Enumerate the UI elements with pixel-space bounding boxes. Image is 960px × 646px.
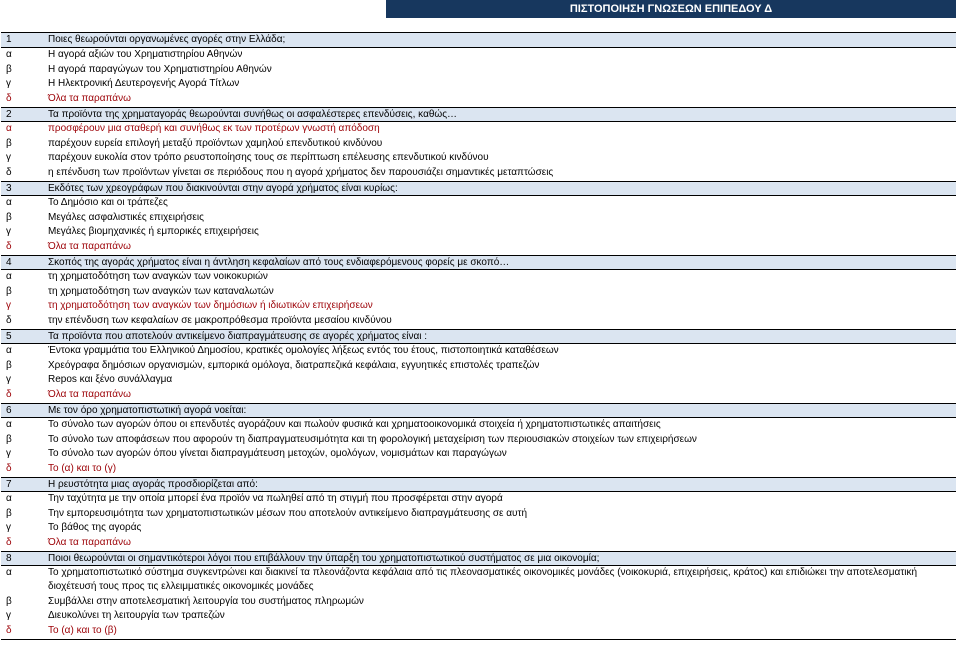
answer-text: Η Ηλεκτρονική Δευτερογενής Αγορά Τίτλων [48, 78, 240, 90]
question-number: 6 [6, 404, 12, 416]
answer-row[interactable] [1, 122, 956, 137]
answer-row[interactable] [1, 299, 956, 314]
answer-text: Το σύνολο των αγορών όπου οι επενδυτές αγοράζουν και πωλούν φυσικά και χρηματοοικονομικά στοιχεία ή χρηματοπιστωτικές απαιτήσεις [48, 418, 661, 430]
answer-text: Όλα τα παραπάνω [48, 389, 131, 401]
page-title: ΠΙΣΤΟΠΟΙΗΣΗ ΓΝΩΣΕΩΝ ΕΠΙΠΕΔΟΥ Δ [386, 0, 956, 18]
question-row[interactable] [1, 181, 956, 196]
question-text: Με τον όρο χρηματοπιστωτική αγορά νοείται: [48, 404, 247, 416]
answer-letter: δ [6, 463, 12, 475]
answer-letter: α [6, 48, 12, 60]
answer-letter: β [6, 285, 12, 297]
question-text: Τα προϊόντα που αποτελούν αντικείμενο διαπραγμάτευσης σε αγορές χρήματος είναι : [48, 330, 428, 342]
answer-text: Όλα τα παραπάνω [48, 241, 131, 253]
answer-letter: α [6, 566, 12, 578]
answer-text: προσφέρουν μια σταθερή και συνήθως εκ των προτέρων γνωστή απόδοση [48, 122, 380, 134]
answer-row[interactable] [1, 521, 956, 536]
answer-letter: α [6, 196, 12, 208]
answer-letter: β [6, 359, 12, 371]
answer-letter: β [6, 433, 12, 445]
answer-letter: γ [6, 226, 11, 238]
answer-letter: β [6, 137, 12, 149]
answer-letter: δ [6, 537, 12, 549]
answer-row[interactable] [1, 344, 956, 359]
question-number: 1 [6, 34, 12, 45]
answer-text: Διευκολύνει τη λειτουργία των τραπεζών [48, 610, 225, 622]
answer-letter: γ [6, 300, 11, 312]
answer-letter: β [6, 211, 12, 223]
question-text: Η ρευστότητα μιας αγοράς προσδιορίζεται από: [48, 478, 258, 490]
question-number: 7 [6, 478, 12, 490]
answer-text: Όλα τα παραπάνω [48, 93, 131, 105]
answer-text: η επένδυση των προϊόντων γίνεται σε περιόδους που η αγορά χρήματος δεν παρουσιάζει σημαντικές μεταπτώσεις [48, 167, 554, 179]
answer-letter: α [6, 344, 12, 356]
answer-row[interactable] [1, 77, 956, 92]
answer-letter: γ [6, 78, 11, 90]
answer-letter: δ [6, 93, 12, 105]
answer-row[interactable] [1, 492, 956, 507]
answer-row[interactable] [1, 609, 956, 624]
answer-text: Το βάθος της αγοράς [48, 522, 142, 534]
answer-row[interactable] [1, 166, 956, 181]
question-row[interactable] [1, 477, 956, 492]
answer-text: Χρεόγραφα δημόσιων οργανισμών, εμπορικά ομόλογα, διατραπεζικά κεφάλαια, εγγυητικές επιστολές τραπεζών [48, 359, 540, 371]
answer-row[interactable] [1, 624, 956, 639]
answer-letter: β [6, 63, 12, 75]
answer-text: Repos και ξένο συνάλλαγμα [48, 374, 173, 386]
answer-row[interactable] [1, 285, 956, 300]
answer-letter: γ [6, 152, 11, 164]
answer-row[interactable] [1, 240, 956, 255]
answer-row[interactable] [1, 92, 956, 107]
answer-text: Το (α) και το (γ) [48, 463, 117, 475]
answer-text: τη χρηματοδότηση των αναγκών των δημόσιων ή ιδιωτικών επιχειρήσεων [48, 300, 373, 312]
answer-letter: δ [6, 241, 12, 253]
answer-row[interactable] [1, 462, 956, 477]
answer-text: Η αγορά αξιών του Χρηματιστηρίου Αθηνών [48, 48, 243, 60]
answer-text: Το σύνολο των αγορών όπου γίνεται διαπραγμάτευση μετοχών, ομολόγων, νομισμάτων και παραγώγων [48, 448, 507, 460]
answer-row[interactable] [1, 137, 956, 152]
answer-row[interactable] [1, 388, 956, 403]
answer-text: Την εμπορευσιμότητα των χρηματοπιστωτικών μέσων που αποτελούν αντικείμενο διαπραγμάτευσης σε αυτή [48, 507, 528, 519]
answer-letter: α [6, 492, 12, 504]
question-number: 5 [6, 330, 12, 342]
question-text: Εκδότες των χρεογράφων που διακινούνται στην αγορά χρήματος είναι κυρίως: [48, 182, 398, 194]
answer-row[interactable] [1, 447, 956, 462]
answer-row[interactable] [1, 314, 956, 329]
answer-text: παρέχουν ευρεία επιλογή μεταξύ προϊόντων χαμηλού επενδυτικού κινδύνου [48, 137, 383, 149]
question-text: Σκοπός της αγοράς χρήματος είναι η άντληση κεφαλαίων από τους ενδιαφερόμενους φορείς με σκοπό… [48, 256, 510, 268]
answer-row[interactable] [1, 507, 956, 522]
answer-text: Μεγάλες βιομηχανικές ή εμπορικές επιχειρήσεις [48, 226, 259, 238]
answer-row[interactable] [1, 418, 956, 433]
answer-letter: δ [6, 315, 12, 327]
answer-row[interactable] [1, 566, 956, 595]
answer-row[interactable] [1, 536, 956, 551]
answer-text: τη χρηματοδότηση των αναγκών των καταναλωτών [48, 285, 274, 297]
answer-text: Το χρηματοπιστωτικό σύστημα συγκεντρώνει και διακινεί τα πλεονάζοντα κεφάλαια από τις πλεονασματικές οικονομικές μονάδες (νοικοκυριά, επιχειρήσεις, κράτος) και επιδιώκει την αποτελεσματική διοχέτευσή τους προς τις ελλειμματικές οικονομικές μονάδες [48, 566, 918, 593]
answer-text: Το (α) και το (β) [48, 625, 117, 637]
answer-row[interactable] [1, 433, 956, 448]
answer-row[interactable] [1, 359, 956, 374]
answer-letter: α [6, 418, 12, 430]
question-row[interactable] [1, 33, 956, 48]
answer-letter: γ [6, 448, 11, 460]
answer-letter: α [6, 122, 12, 134]
answer-letter: α [6, 270, 12, 282]
question-row[interactable] [1, 329, 956, 344]
answer-row[interactable] [1, 48, 956, 63]
answer-row[interactable] [1, 595, 956, 610]
answer-letter: β [6, 595, 12, 607]
answer-row[interactable] [1, 373, 956, 388]
answer-text: την επένδυση των κεφαλαίων σε μακροπρόθεσμα προϊόντα μεσαίου κινδύνου [48, 315, 392, 327]
answer-text: παρέχουν ευκολία στον τρόπο ρευστοποίησης τους σε περίπτωση επέλευσης επενδυτικού κινδύνου [48, 152, 489, 164]
answer-letter: γ [6, 522, 11, 534]
answer-row[interactable] [1, 63, 956, 78]
answer-letter: γ [6, 610, 11, 622]
answer-text: Έντοκα γραμμάτια του Ελληνικού Δημοσίου, κρατικές ομολογίες λήξεως εντός του έτους, πιστοποιητικά καταθέσεων [48, 344, 559, 356]
answer-text: τη χρηματοδότηση των αναγκών των νοικοκυριών [48, 270, 268, 282]
question-row[interactable] [1, 255, 956, 270]
answer-row[interactable] [1, 211, 956, 226]
question-text: Ποιοι θεωρούνται οι σημαντικότεροι λόγοι που επιβάλλουν την ύπαρξη του χρηματοπιστωτικού συστήματος σε μια οικονομία; [48, 552, 600, 564]
answer-letter: δ [6, 167, 12, 179]
answer-row[interactable] [1, 270, 956, 285]
question-text: Ποιες θεωρούνται οργανωμένες αγορές στην Ελλάδα; [48, 34, 286, 45]
answer-row[interactable] [1, 225, 956, 240]
answer-text: Μεγάλες ασφαλιστικές επιχειρήσεις [48, 211, 204, 223]
answer-text: Την ταχύτητα με την οποία μπορεί ένα προϊόν να πωληθεί από τη στιγμή που προσφέρεται στην αγορά [48, 492, 503, 504]
answer-text: Το Δημόσιο και οι τράπεζες [48, 196, 168, 208]
answer-letter: δ [6, 625, 12, 637]
answer-text: Η αγορά παραγώγων του Χρηματιστηρίου Αθηνών [48, 63, 272, 75]
question-text: Τα προϊόντα της χρηματαγοράς θεωρούνται συνήθως οι ασφαλέστερες επενδύσεις, καθώς… [48, 108, 458, 120]
answer-row[interactable] [1, 151, 956, 166]
answer-letter: γ [6, 374, 11, 386]
answer-text: Όλα τα παραπάνω [48, 537, 131, 549]
question-number: 2 [6, 108, 12, 120]
question-number: 3 [6, 182, 12, 194]
question-row[interactable] [1, 403, 956, 418]
question-grid [1, 32, 956, 640]
answer-letter: β [6, 507, 12, 519]
answer-text: Συμβάλλει στην αποτελεσματική λειτουργία του συστήματος πληρωμών [48, 595, 364, 607]
answer-text: Το σύνολο των αποφάσεων που αφορούν τη διαπραγματευσιμότητα και τη φορολογική μεταχείριση των περιουσιακών στοιχείων των επιχειρήσεων [48, 433, 697, 445]
question-number: 4 [6, 256, 12, 268]
question-row[interactable] [1, 107, 956, 122]
question-row[interactable] [1, 551, 956, 566]
answer-row[interactable] [1, 196, 956, 211]
answer-letter: δ [6, 389, 12, 401]
question-number: 8 [6, 552, 12, 564]
